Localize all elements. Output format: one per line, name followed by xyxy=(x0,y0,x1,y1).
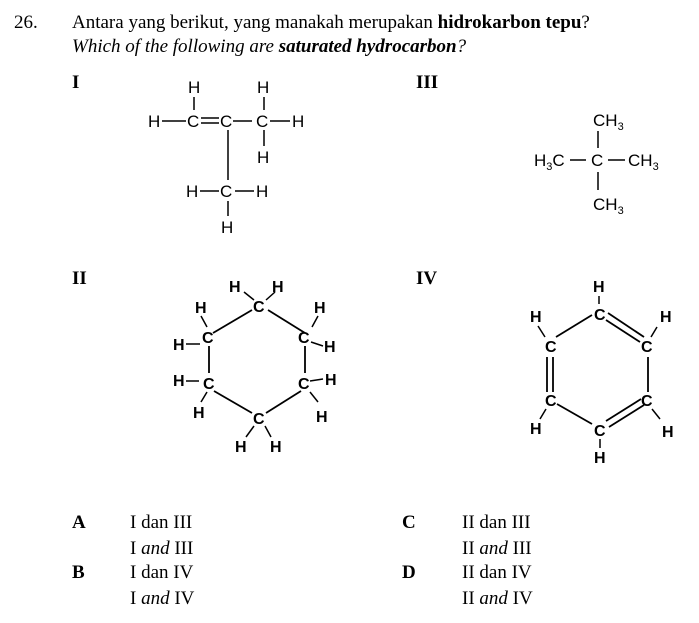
ring-bond xyxy=(213,310,252,333)
atom-ch3 xyxy=(593,111,624,133)
question-english-end: ? xyxy=(456,36,467,57)
bond xyxy=(311,342,323,346)
bond xyxy=(310,379,323,381)
structure-label-ii: II xyxy=(72,268,87,289)
atom-h: H xyxy=(325,372,337,389)
question-english-bold: saturated hydrocarbon xyxy=(278,36,457,57)
subscript-3: 3 xyxy=(617,205,624,217)
option-d-text-english xyxy=(462,588,533,610)
option-a-text-malay: I dan III xyxy=(130,512,193,533)
atom-h: H xyxy=(221,218,234,237)
atom-h: H xyxy=(256,182,269,201)
atom-c: C xyxy=(298,330,310,347)
option-text-part: IV xyxy=(507,588,533,609)
ring-bond xyxy=(214,391,252,413)
option-text-part: II xyxy=(462,538,480,559)
atom-c: C xyxy=(253,299,265,316)
subscript-3: 3 xyxy=(546,161,553,173)
atom-c: C xyxy=(641,393,653,410)
ring-bond xyxy=(266,391,301,413)
question-malay-end: ? xyxy=(581,12,590,33)
atom-c: C xyxy=(253,411,265,428)
ring-bond xyxy=(556,315,592,337)
subscript-3: 3 xyxy=(617,121,624,133)
option-text-part: I xyxy=(130,588,142,609)
atom-h: H xyxy=(292,112,305,131)
atom-h: H xyxy=(530,309,542,326)
atom-c: C xyxy=(187,112,200,131)
atom-h: H xyxy=(530,421,542,438)
structure-label-iii: III xyxy=(416,72,439,93)
option-text-part: II xyxy=(462,588,480,609)
atom-h: H xyxy=(314,300,326,317)
bond xyxy=(201,392,207,402)
structure-i xyxy=(148,78,304,237)
atom-c: C xyxy=(545,393,557,410)
c-text: C xyxy=(552,151,565,170)
atom-c: C xyxy=(220,112,233,131)
question-english-plain: Which of the following are xyxy=(72,36,279,57)
atom-c: C xyxy=(591,151,604,170)
option-d-text-malay: II dan IV xyxy=(462,562,532,583)
atom-h: H xyxy=(662,424,674,441)
bond xyxy=(310,392,318,402)
structure-ii xyxy=(173,279,337,456)
ring-bond xyxy=(557,404,592,424)
option-text-and: and xyxy=(141,588,170,609)
atom-h3c xyxy=(534,151,565,173)
atom-h: H xyxy=(173,337,185,354)
question-number: 26. xyxy=(14,12,38,33)
atom-h: H xyxy=(148,112,161,131)
ch-text: CH xyxy=(593,111,618,130)
atom-c: C xyxy=(641,339,653,356)
option-a-letter: A xyxy=(72,512,86,533)
option-c-letter: C xyxy=(402,512,416,533)
atom-c: C xyxy=(202,330,214,347)
bond xyxy=(312,316,318,327)
option-b-letter: B xyxy=(72,562,85,583)
structure-iv xyxy=(530,279,674,467)
structure-iii xyxy=(534,111,659,217)
subscript-3: 3 xyxy=(652,161,659,173)
atom-ch3 xyxy=(593,195,624,217)
atom-h: H xyxy=(195,300,207,317)
atom-h: H xyxy=(272,279,284,296)
bond xyxy=(538,326,545,337)
bond xyxy=(201,316,207,327)
atom-c: C xyxy=(545,339,557,356)
atom-h: H xyxy=(173,373,185,390)
ch-text: CH xyxy=(628,151,653,170)
bond xyxy=(540,409,546,419)
bond xyxy=(651,327,657,337)
option-c-text-english xyxy=(462,538,532,560)
option-text-part: I xyxy=(130,538,142,559)
bond xyxy=(246,426,254,437)
atom-ch3 xyxy=(628,151,659,173)
bond xyxy=(266,292,275,300)
atom-h: H xyxy=(257,78,270,97)
bond xyxy=(265,426,271,437)
atom-h: H xyxy=(660,309,672,326)
question-malay-bold: hidrokarbon tepu xyxy=(437,12,582,33)
option-c-text-malay: II dan III xyxy=(462,512,531,533)
bond xyxy=(652,409,660,419)
atom-c: C xyxy=(298,376,310,393)
atom-c: C xyxy=(256,112,269,131)
option-a-text-english xyxy=(130,538,193,560)
option-text-and: and xyxy=(141,538,170,559)
atom-h: H xyxy=(594,450,606,467)
h-text: H xyxy=(534,151,547,170)
atom-h: H xyxy=(593,279,605,296)
atom-h: H xyxy=(186,182,199,201)
atom-c: C xyxy=(594,307,606,324)
ch-text: CH xyxy=(593,195,618,214)
atom-h: H xyxy=(188,78,201,97)
atom-h: H xyxy=(257,148,270,167)
atom-h: H xyxy=(193,405,205,422)
structure-label-i: I xyxy=(72,72,80,93)
option-b-text-malay: I dan IV xyxy=(130,562,194,583)
option-text-part: III xyxy=(169,538,194,559)
atom-c: C xyxy=(220,182,233,201)
question-malay-plain: Antara yang berikut, yang manakah merupakan xyxy=(72,12,438,33)
option-text-part: IV xyxy=(169,588,195,609)
atom-h: H xyxy=(316,409,328,426)
option-text-and: and xyxy=(479,588,508,609)
option-b-text-english xyxy=(130,588,194,610)
atom-h: H xyxy=(235,439,247,456)
atom-c: C xyxy=(203,376,215,393)
atom-h: H xyxy=(229,279,241,296)
option-text-part: III xyxy=(507,538,532,559)
option-text-and: and xyxy=(479,538,508,559)
atom-h: H xyxy=(270,439,282,456)
option-d-letter: D xyxy=(402,562,416,583)
atom-c: C xyxy=(594,423,606,440)
structure-label-iv: IV xyxy=(416,268,438,289)
atom-h: H xyxy=(324,339,336,356)
